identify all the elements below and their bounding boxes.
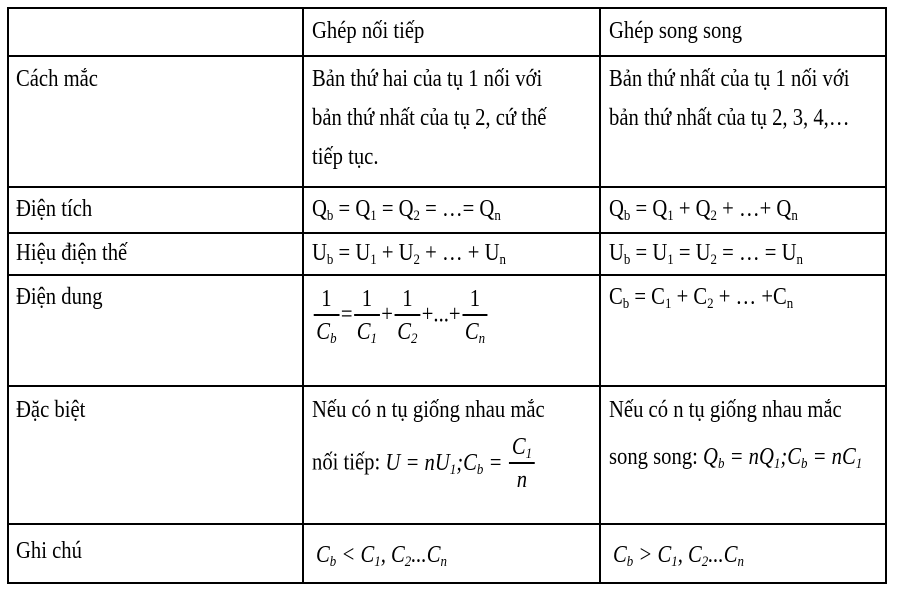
dac-biet-series-line2: nối tiếp: $U = nU_1;C_b$ = $\frac{C_1}{n}$ bbox=[312, 432, 536, 496]
table-divider-col1 bbox=[302, 7, 304, 584]
row-label-ghi-chu: Ghi chú bbox=[16, 538, 82, 564]
row-divider-1 bbox=[7, 55, 887, 57]
row-divider-6 bbox=[7, 523, 887, 525]
hieu-dien-the-series-formula: $U_b = U_1 + U_2$ + … + $U_n$ bbox=[312, 240, 506, 268]
hieu-dien-the-parallel-formula: $U_b = U_1 = U_2$ = … = $U_n$ bbox=[609, 240, 803, 268]
row-divider-3 bbox=[7, 232, 887, 234]
header-parallel: Ghép song song bbox=[609, 18, 743, 44]
header-series: Ghép nối tiếp bbox=[312, 18, 425, 44]
dien-tich-series-formula: $Q_b = Q_1 = Q_2$ = …= $Q_n$ bbox=[312, 196, 501, 224]
fraction-1-over-c1: $\frac{1}{C_1}$ bbox=[354, 284, 379, 348]
fraction-1-over-c2: $\frac{1}{C_2}$ bbox=[395, 284, 420, 348]
row-label-dien-dung: Điện dung bbox=[16, 284, 103, 310]
row-label-dac-biet: Đặc biệt bbox=[16, 397, 86, 423]
dien-dung-series-formula: $\frac{1}{C_b}$ = $\frac{1}{C_1}$ + $\frac{1}{C_2}$ +...+ $\frac{1}{C_n}$ bbox=[312, 284, 489, 348]
row-label-cach-mac: Cách mắc bbox=[16, 66, 98, 92]
row-label-dien-tich: Điện tích bbox=[16, 196, 93, 222]
dac-biet-series-prefix: nối tiếp: bbox=[312, 449, 381, 476]
cach-mac-parallel-line2: bản thứ nhất của tụ 2, 3, 4,… bbox=[609, 105, 850, 131]
cach-mac-parallel-line1: Bản thứ nhất của tụ 1 nối với bbox=[609, 66, 850, 92]
cach-mac-series-line1: Bản thứ hai của tụ 1 nối với bbox=[312, 66, 543, 92]
ghi-chu-parallel-formula: $C_b > C_1$, $C_2...C_n$ bbox=[613, 542, 744, 570]
cach-mac-series-line2: bản thứ nhất của tụ 2, cứ thế bbox=[312, 105, 547, 131]
table-border-top bbox=[7, 7, 887, 9]
dien-tich-parallel-formula: $Q_b = Q_1 + Q_2$ + …+ $Q_n$ bbox=[609, 196, 798, 224]
table-border-left bbox=[7, 7, 9, 584]
row-divider-2 bbox=[7, 186, 887, 188]
dien-dung-parallel-formula: $C_b = C_1 + C_2$ + … $+C_n$ bbox=[609, 284, 794, 312]
table-border-right bbox=[885, 7, 887, 584]
table-divider-col2 bbox=[599, 7, 601, 584]
dac-biet-parallel-line2: song song: $Q_b$ = $nQ_1;C_b = nC_1$ bbox=[609, 444, 863, 472]
fraction-1-over-cb: $\frac{1}{C_b}$ bbox=[314, 284, 339, 348]
table-border-bottom bbox=[7, 582, 887, 584]
row-divider-4 bbox=[7, 274, 887, 276]
cach-mac-series-line3: tiếp tục. bbox=[312, 144, 379, 170]
dac-biet-parallel-prefix: song song: bbox=[609, 444, 698, 470]
fraction-1-over-cn: $\frac{1}{C_n}$ bbox=[462, 284, 487, 348]
dac-biet-parallel-line1: Nếu có n tụ giống nhau mắc bbox=[609, 397, 842, 423]
dac-biet-series-line1: Nếu có n tụ giống nhau mắc bbox=[312, 397, 545, 423]
row-divider-5 bbox=[7, 385, 887, 387]
row-label-hieu-dien-the: Hiệu điện thế bbox=[16, 240, 128, 266]
fraction-c1-over-n: $\frac{C_1}{n}$ bbox=[509, 432, 534, 496]
ghi-chu-series-formula: $C_b < C_1$, $C_2...C_n$ bbox=[316, 542, 447, 570]
